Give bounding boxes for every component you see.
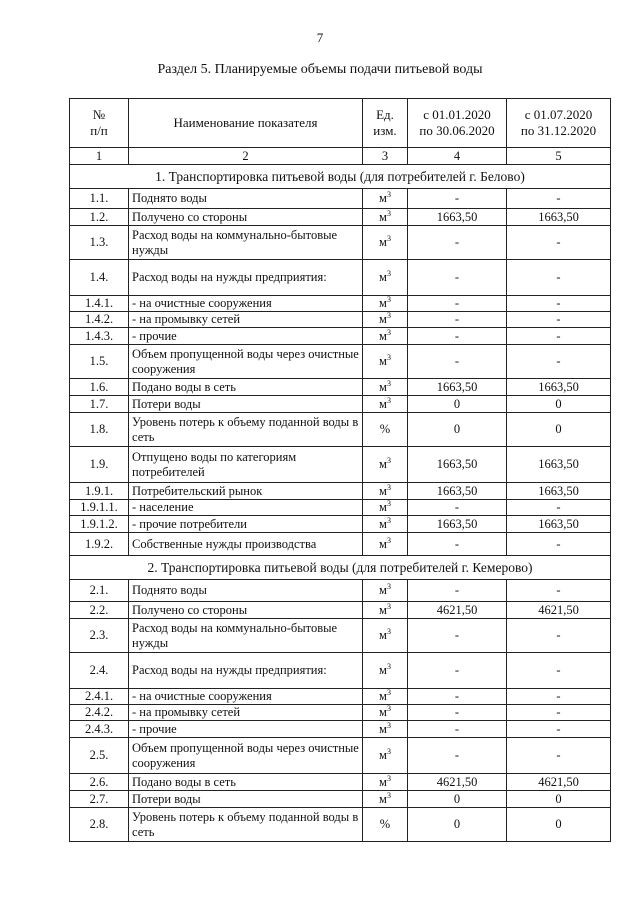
value-period-1: - — [408, 260, 507, 296]
unit-cell — [363, 653, 408, 689]
unit-superscript: 3 — [386, 582, 391, 591]
unit-superscript: 3 — [386, 720, 391, 730]
indicator-name: - прочие — [129, 328, 363, 345]
column-number: 4 — [408, 148, 507, 165]
unit-label: м — [379, 583, 387, 597]
row-number: 1.9.1.1. — [70, 500, 129, 516]
unit-cell — [363, 516, 408, 533]
value-period-2: - — [507, 328, 611, 345]
section-title: Раздел 5. Планируемые объемы подачи питьевой воды — [157, 62, 483, 77]
value-period-1: 1663,50 — [408, 483, 507, 500]
unit-label: м — [379, 536, 387, 551]
row-number: 1.7. — [70, 396, 129, 413]
table-row — [70, 483, 611, 500]
row-number: 1.4.3. — [70, 328, 129, 345]
unit-label: м — [379, 396, 387, 411]
row-number: 1.4.2. — [70, 312, 129, 328]
unit-cell — [363, 396, 408, 413]
value-period-1: - — [408, 328, 507, 345]
unit-cell — [363, 209, 408, 226]
unit-label: м — [379, 191, 387, 205]
unit-label: м — [379, 457, 387, 471]
table-row — [70, 226, 611, 260]
unit-superscript: 3 — [386, 688, 391, 697]
unit-label: % — [379, 817, 391, 831]
row-number: 2.1. — [70, 580, 129, 602]
unit-label: м — [379, 328, 387, 343]
unit-cell — [363, 189, 408, 209]
value-period-1: 1663,50 — [408, 447, 507, 483]
value-period-1: 0 — [408, 791, 507, 808]
unit-superscript: 3 — [386, 269, 391, 278]
unit-superscript: 3 — [386, 773, 391, 783]
table-row — [70, 345, 611, 379]
section-header-row — [70, 165, 611, 189]
table-row — [70, 413, 611, 447]
column-numbering-row — [70, 148, 611, 165]
unit-cell — [363, 260, 408, 296]
row-number: 1.1. — [70, 189, 129, 209]
row-number: 1.9.1.2. — [70, 516, 129, 533]
table-row — [70, 312, 611, 328]
unit-superscript: 3 — [386, 395, 391, 405]
indicator-name: - на промывку сетей — [129, 312, 363, 328]
section-heading: 2. Транспортировка питьевой воды (для потребителей г. Кемерово) — [70, 556, 611, 580]
water-volume-table — [69, 98, 611, 842]
unit-cell — [363, 312, 408, 328]
unit-label: м — [379, 354, 387, 368]
unit-superscript: 3 — [386, 456, 391, 465]
unit-superscript: 3 — [386, 190, 391, 199]
unit-label: % — [379, 422, 391, 436]
unit-cell — [363, 791, 408, 808]
row-number: 1.4.1. — [70, 296, 129, 312]
row-number: 2.7. — [70, 791, 129, 808]
indicator-name: Расход воды на коммунально-бытовые нужды — [129, 619, 363, 653]
row-number: 1.9.2. — [70, 533, 129, 556]
table-body — [70, 165, 611, 842]
unit-cell — [363, 705, 408, 721]
value-period-1: - — [408, 653, 507, 689]
value-period-1: - — [408, 689, 507, 705]
unit-cell — [363, 500, 408, 516]
unit-label: м — [379, 235, 387, 249]
unit-cell — [363, 738, 408, 774]
unit-superscript: 3 — [386, 601, 391, 611]
header-num: № п/п — [70, 99, 129, 148]
table-row — [70, 296, 611, 312]
value-period-2: - — [507, 619, 611, 653]
value-period-2: 4621,50 — [507, 602, 611, 619]
unit-superscript: 3 — [386, 353, 391, 362]
value-period-1: - — [408, 705, 507, 721]
indicator-name: - на очистные сооружения — [129, 689, 363, 705]
indicator-name: Потребительский рынок — [129, 483, 363, 500]
row-number: 2.8. — [70, 808, 129, 842]
indicator-name: Уровень потерь к объему поданной воды в сеть — [129, 808, 363, 842]
unit-cell — [363, 345, 408, 379]
table-row — [70, 619, 611, 653]
value-period-2: 4621,50 — [507, 774, 611, 791]
unit-label: м — [379, 791, 387, 806]
row-number: 2.4.2. — [70, 705, 129, 721]
unit-superscript: 3 — [386, 627, 391, 636]
value-period-2: - — [507, 500, 611, 516]
value-period-2: - — [507, 189, 611, 209]
indicator-name: Собственные нужды производства — [129, 533, 363, 556]
unit-cell — [363, 483, 408, 500]
table-row — [70, 791, 611, 808]
value-period-2: 0 — [507, 396, 611, 413]
table-row — [70, 705, 611, 721]
unit-label: м — [379, 748, 387, 762]
value-period-2: 1663,50 — [507, 379, 611, 396]
column-number: 3 — [363, 148, 408, 165]
indicator-name: Получено со стороны — [129, 602, 363, 619]
indicator-name: Объем пропущенной воды через очистные сооружения — [129, 345, 363, 379]
table-row — [70, 774, 611, 791]
unit-label: м — [379, 663, 387, 677]
row-number: 1.9.1. — [70, 483, 129, 500]
unit-label: м — [379, 705, 387, 719]
indicator-name: Расход воды на коммунально-бытовые нужды — [129, 226, 363, 260]
unit-superscript: 3 — [386, 499, 391, 508]
unit-superscript: 3 — [386, 234, 391, 243]
header-period-2: с 01.07.2020 по 31.12.2020 — [507, 99, 611, 148]
row-number: 1.2. — [70, 209, 129, 226]
value-period-1: 1663,50 — [408, 516, 507, 533]
table-row — [70, 260, 611, 296]
indicator-name: - прочие — [129, 721, 363, 738]
indicator-name: - прочие потребители — [129, 516, 363, 533]
value-period-1: - — [408, 619, 507, 653]
unit-superscript: 3 — [386, 378, 391, 388]
table-row — [70, 580, 611, 602]
row-number: 1.3. — [70, 226, 129, 260]
value-period-2: - — [507, 580, 611, 602]
value-period-2: 1663,50 — [507, 447, 611, 483]
unit-label: м — [379, 500, 387, 514]
table-row — [70, 738, 611, 774]
value-period-2: - — [507, 721, 611, 738]
table-row — [70, 653, 611, 689]
header-name: Наименование показателя — [129, 99, 363, 148]
row-number: 2.4.3. — [70, 721, 129, 738]
table-header-row — [70, 99, 611, 148]
unit-cell — [363, 689, 408, 705]
unit-label: м — [379, 379, 387, 394]
table-row — [70, 602, 611, 619]
value-period-2: 0 — [507, 791, 611, 808]
unit-superscript: 3 — [386, 482, 391, 492]
row-number: 1.5. — [70, 345, 129, 379]
unit-superscript: 3 — [386, 295, 391, 304]
value-period-1: - — [408, 345, 507, 379]
row-number: 1.8. — [70, 413, 129, 447]
indicator-name: Подано воды в сеть — [129, 774, 363, 791]
indicator-name: Подано воды в сеть — [129, 379, 363, 396]
value-period-2: - — [507, 705, 611, 721]
unit-cell — [363, 721, 408, 738]
value-period-1: 0 — [408, 396, 507, 413]
value-period-1: - — [408, 500, 507, 516]
value-period-1: - — [408, 580, 507, 602]
value-period-1: - — [408, 296, 507, 312]
unit-superscript: 3 — [386, 790, 391, 800]
table-row — [70, 689, 611, 705]
unit-cell — [363, 602, 408, 619]
value-period-1: - — [408, 721, 507, 738]
unit-label: м — [379, 689, 387, 703]
unit-cell — [363, 379, 408, 396]
table-row — [70, 328, 611, 345]
table-row — [70, 516, 611, 533]
table-row — [70, 533, 611, 556]
unit-cell — [363, 774, 408, 791]
indicator-name: Объем пропущенной воды через очистные сооружения — [129, 738, 363, 774]
value-period-1: - — [408, 226, 507, 260]
value-period-2: - — [507, 296, 611, 312]
unit-label: м — [379, 270, 387, 284]
indicator-name: Потери воды — [129, 791, 363, 808]
value-period-1: - — [408, 189, 507, 209]
header-unit: Ед. изм. — [363, 99, 408, 148]
value-period-1: 4621,50 — [408, 774, 507, 791]
unit-label: м — [379, 312, 387, 326]
unit-cell — [363, 580, 408, 602]
unit-superscript: 3 — [386, 662, 391, 671]
table-row — [70, 379, 611, 396]
value-period-2: - — [507, 260, 611, 296]
unit-cell — [363, 328, 408, 345]
indicator-name: Уровень потерь к объему поданной воды в сеть — [129, 413, 363, 447]
table-row — [70, 209, 611, 226]
row-number: 2.4.1. — [70, 689, 129, 705]
column-number: 1 — [70, 148, 129, 165]
value-period-2: 0 — [507, 413, 611, 447]
indicator-name: Получено со стороны — [129, 209, 363, 226]
value-period-2: 0 — [507, 808, 611, 842]
row-number: 2.2. — [70, 602, 129, 619]
value-period-1: 0 — [408, 808, 507, 842]
indicator-name: Расход воды на нужды предприятия: — [129, 260, 363, 296]
row-number: 1.4. — [70, 260, 129, 296]
unit-superscript: 3 — [386, 747, 391, 756]
table-row — [70, 500, 611, 516]
value-period-1: 0 — [408, 413, 507, 447]
value-period-1: 4621,50 — [408, 602, 507, 619]
value-period-2: - — [507, 738, 611, 774]
unit-label: м — [379, 296, 387, 310]
value-period-1: 1663,50 — [408, 379, 507, 396]
table-row — [70, 447, 611, 483]
unit-label: м — [379, 774, 387, 789]
row-number: 2.6. — [70, 774, 129, 791]
unit-cell — [363, 619, 408, 653]
table-row — [70, 396, 611, 413]
indicator-name: Отпущено воды по категориям потребителей — [129, 447, 363, 483]
unit-superscript: 3 — [386, 704, 391, 713]
header-period-1: с 01.01.2020 по 30.06.2020 — [408, 99, 507, 148]
table-row — [70, 721, 611, 738]
value-period-2: - — [507, 226, 611, 260]
value-period-1: 1663,50 — [408, 209, 507, 226]
row-number: 2.5. — [70, 738, 129, 774]
section-heading: 1. Транспортировка питьевой воды (для потребителей г. Белово) — [70, 165, 611, 189]
indicator-name: Поднято воды — [129, 580, 363, 602]
unit-label: м — [379, 721, 387, 736]
value-period-1: - — [408, 533, 507, 556]
indicator-name: Расход воды на нужды предприятия: — [129, 653, 363, 689]
value-period-1: - — [408, 738, 507, 774]
unit-cell — [363, 808, 408, 842]
value-period-2: 1663,50 — [507, 516, 611, 533]
section-header-row — [70, 556, 611, 580]
unit-label: м — [379, 516, 387, 531]
indicator-name: - на очистные сооружения — [129, 296, 363, 312]
value-period-2: - — [507, 653, 611, 689]
unit-superscript: 3 — [386, 535, 391, 545]
unit-cell — [363, 533, 408, 556]
row-number: 2.3. — [70, 619, 129, 653]
column-number: 2 — [129, 148, 363, 165]
unit-label: м — [379, 483, 387, 498]
unit-cell — [363, 296, 408, 312]
value-period-2: - — [507, 312, 611, 328]
table-row — [70, 808, 611, 842]
unit-cell — [363, 226, 408, 260]
unit-label: м — [379, 602, 387, 617]
value-period-2: 1663,50 — [507, 209, 611, 226]
value-period-1: - — [408, 312, 507, 328]
unit-label: м — [379, 628, 387, 642]
column-number: 5 — [507, 148, 611, 165]
indicator-name: - на промывку сетей — [129, 705, 363, 721]
row-number: 2.4. — [70, 653, 129, 689]
unit-superscript: 3 — [386, 515, 391, 525]
unit-superscript: 3 — [386, 327, 391, 337]
indicator-name: Потери воды — [129, 396, 363, 413]
unit-superscript: 3 — [386, 208, 391, 218]
unit-cell — [363, 447, 408, 483]
value-period-2: - — [507, 533, 611, 556]
value-period-2: 1663,50 — [507, 483, 611, 500]
row-number: 1.6. — [70, 379, 129, 396]
unit-superscript: 3 — [386, 311, 391, 320]
value-period-2: - — [507, 345, 611, 379]
unit-label: м — [379, 209, 387, 224]
value-period-2: - — [507, 689, 611, 705]
indicator-name: Поднято воды — [129, 189, 363, 209]
indicator-name: - население — [129, 500, 363, 516]
page-number: 7 — [316, 30, 324, 45]
row-number: 1.9. — [70, 447, 129, 483]
table-row — [70, 189, 611, 209]
unit-cell — [363, 413, 408, 447]
